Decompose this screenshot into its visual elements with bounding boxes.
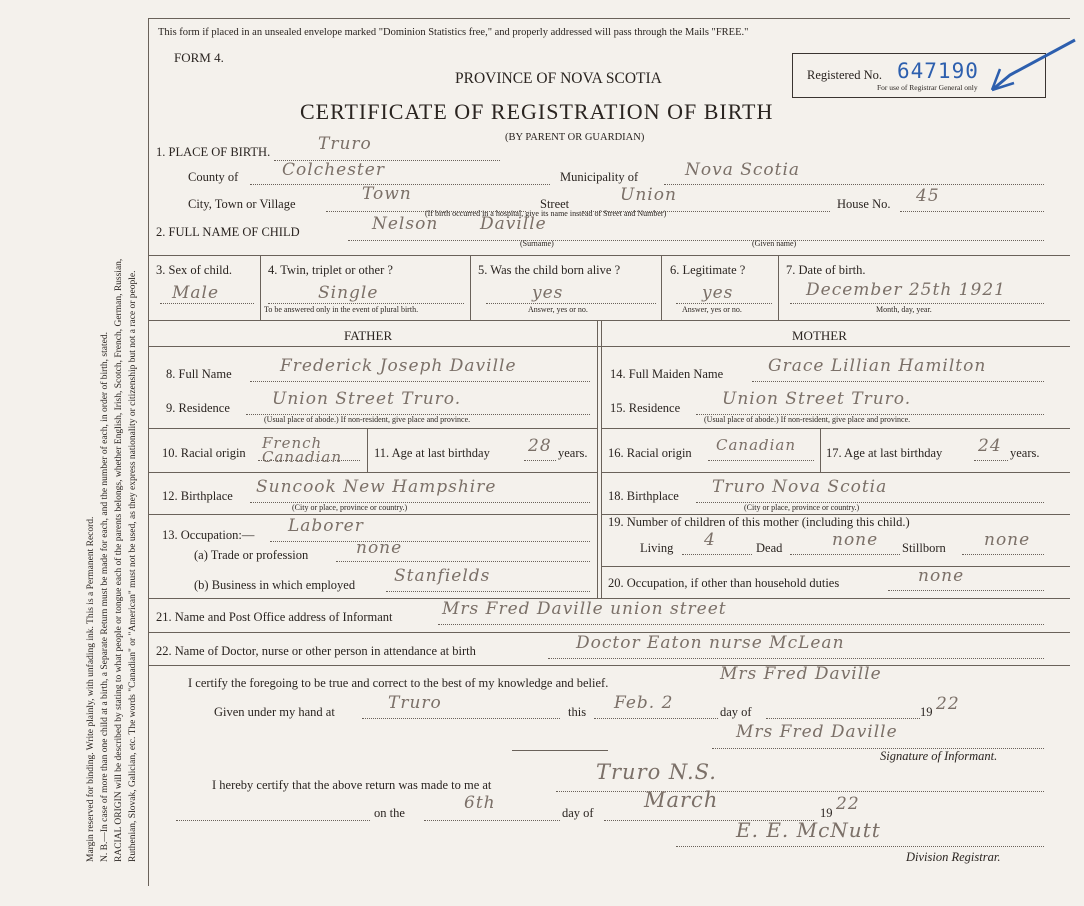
house-number-label: House No.	[837, 197, 891, 211]
certify-top-rule	[148, 665, 1070, 666]
living-label: Living	[640, 541, 674, 555]
father-heading: FATHER	[344, 328, 393, 343]
street-value: Union	[620, 185, 677, 205]
margin-note-binding: Margin reserved for binding. Write plainly, with unfading ink. This is a Permanent Record.	[86, 516, 96, 862]
father-racial-label: 10. Racial origin	[162, 446, 246, 460]
twin-note: To be answered only in the event of plural birth.	[264, 305, 419, 314]
dead-label: Dead	[756, 541, 783, 555]
made-at-line	[556, 791, 1044, 792]
mother-name-line	[752, 381, 1044, 382]
child-given-value: Daville	[480, 214, 547, 234]
father-birthplace-note: (City or place, province or country.)	[292, 503, 408, 512]
row-3-bottom-rule	[148, 320, 1070, 321]
mother-row-rule-1	[601, 428, 1070, 429]
on-year-value: 22	[836, 794, 860, 814]
given-at-line	[362, 718, 560, 719]
sex-label: 3. Sex of child.	[156, 263, 233, 277]
mother-residence-label: 15. Residence	[610, 401, 681, 415]
on-month-value: March	[644, 788, 719, 812]
on-day-of-label: day of	[562, 806, 594, 820]
blue-check-mark	[990, 35, 1080, 95]
frame-left-border	[148, 18, 149, 886]
father-name-label: 8. Full Name	[166, 367, 232, 381]
mother-age-label: 17. Age at last birthday	[826, 446, 943, 460]
sex-line	[160, 303, 254, 304]
informant-signature-caption: Signature of Informant.	[880, 749, 998, 763]
twin-value: Single	[318, 283, 379, 303]
father-residence-label: 9. Residence	[166, 401, 230, 415]
father-years-label: years.	[558, 446, 588, 460]
father-racial-value: French Canadian	[262, 434, 343, 466]
informant-signature: Mrs Fred Daville	[736, 722, 898, 742]
mother-birthplace-label: 18. Birthplace	[608, 489, 679, 503]
father-birthplace-label: 12. Birthplace	[162, 489, 233, 503]
given-under-label: Given under my hand at	[214, 705, 335, 719]
given-day-value: Feb. 2	[614, 693, 674, 713]
business-line	[386, 591, 590, 592]
certificate-title: CERTIFICATE OF REGISTRATION OF BIRTH	[300, 99, 774, 124]
stillborn-label: Stillborn	[902, 541, 946, 555]
father-occupation-label: 13. Occupation:—	[162, 528, 255, 542]
father-row-rule-3	[148, 514, 597, 515]
trade-label: (a) Trade or profession	[194, 548, 309, 562]
given-year-prefix: 19	[920, 705, 933, 719]
father-residence-value: Union Street Truro.	[272, 389, 462, 409]
trade-line	[336, 561, 590, 562]
registered-label: Registered No.	[807, 68, 882, 82]
mother-age-line	[974, 460, 1008, 461]
business-value: Stanfields	[394, 566, 491, 586]
father-age-line	[524, 460, 556, 461]
county-value: Colchester	[282, 160, 385, 180]
born-alive-label: 5. Was the child born alive ?	[478, 263, 621, 277]
born-alive-line	[486, 303, 656, 304]
on-day-value: 6th	[464, 793, 496, 813]
hospital-note: (If birth occurred in a hospital, give its name instead of Street and Number)	[425, 209, 667, 218]
father-age-value: 28	[528, 436, 552, 456]
sex-value: Male	[172, 283, 220, 303]
father-row-rule-2	[148, 472, 597, 473]
doctor-value: Doctor Eaton nurse McLean	[576, 633, 845, 653]
trade-value: none	[356, 538, 403, 558]
mother-birthplace-value: Truro Nova Scotia	[712, 477, 888, 497]
place-of-birth-value: Truro	[318, 134, 372, 154]
children-count-label: 19. Number of children of this mother (including this child.)	[608, 515, 910, 529]
dead-line	[790, 554, 900, 555]
margin-note-nb: N. B.—In case of more than one child at a birth, a Separate Return must be made for each, and the number of each, in order of birth, stated.	[100, 332, 110, 862]
surname-caption: (Surname)	[520, 239, 554, 248]
father-mother-divider	[597, 320, 598, 598]
mother-occupation-line	[888, 590, 1044, 591]
short-rule	[512, 750, 608, 751]
on-day-line	[424, 820, 560, 821]
father-name-value: Frederick Joseph Daville	[280, 356, 517, 376]
row-3-divider-4	[778, 255, 779, 320]
mother-birthplace-note: (City or place, province or country.)	[744, 503, 860, 512]
twin-label: 4. Twin, triplet or other ?	[268, 263, 393, 277]
parents-heading-rule	[148, 346, 1070, 347]
registrar-signature-line	[676, 846, 1044, 847]
city-value: Town	[362, 184, 412, 204]
province-heading: PROVINCE OF NOVA SCOTIA	[455, 70, 662, 87]
child-name-label: 2. FULL NAME OF CHILD	[156, 225, 300, 239]
stillborn-value: none	[984, 530, 1031, 550]
father-residence-note: (Usual place of abode.) If non-resident, give place and province.	[264, 415, 471, 424]
mother-name-label: 14. Full Maiden Name	[610, 367, 724, 381]
mother-racial-label: 16. Racial origin	[608, 446, 692, 460]
mother-age-value: 24	[978, 436, 1002, 456]
father-racial-age-divider	[367, 428, 368, 472]
frame-top-border	[148, 18, 1070, 19]
doctor-label: 22. Name of Doctor, nurse or other person in attendance at birth	[156, 644, 476, 658]
row-3-top-rule	[148, 255, 1070, 256]
certify-statement: I certify the foregoing to be true and correct to the best of my knowledge and belief.	[188, 676, 609, 690]
business-label: (b) Business in which employed	[194, 578, 356, 592]
mother-occupation-label: 20. Occupation, if other than household duties	[608, 576, 840, 590]
city-label: City, Town or Village	[188, 197, 296, 211]
father-age-label: 11. Age at last birthday	[374, 446, 490, 460]
dob-note: Month, day, year.	[876, 305, 932, 314]
made-at-value: Truro N.S.	[596, 760, 717, 784]
given-month-line	[766, 718, 920, 719]
house-number-line	[900, 211, 1044, 212]
dead-value: none	[832, 530, 879, 550]
mother-row-rule-4	[601, 566, 1070, 567]
dob-line	[790, 303, 1044, 304]
mother-racial-age-divider	[820, 428, 821, 472]
given-day-line	[594, 718, 718, 719]
legitimate-note: Answer, yes or no.	[682, 305, 742, 314]
house-number-value: 45	[916, 186, 940, 206]
informant-signature-top: Mrs Fred Daville	[720, 664, 882, 684]
child-name-line	[348, 240, 1044, 241]
on-the-label: on the	[374, 806, 405, 820]
father-mother-divider-2	[601, 320, 602, 598]
this-label: this	[568, 705, 587, 719]
given-year-value: 22	[936, 694, 960, 714]
born-alive-value: yes	[532, 283, 564, 303]
child-surname-value: Nelson	[372, 214, 439, 234]
mother-occupation-value: none	[918, 566, 965, 586]
dob-value: December 25th 1921	[806, 280, 1006, 300]
row-3-divider-2	[470, 255, 471, 320]
given-at-value: Truro	[388, 693, 442, 713]
registrar-signature: E. E. McNutt	[736, 818, 881, 842]
mother-racial-line	[708, 460, 814, 461]
legitimate-line	[676, 303, 772, 304]
legitimate-label: 6. Legitimate ?	[670, 263, 746, 277]
municipality-label: Municipality of	[560, 170, 639, 184]
mother-heading: MOTHER	[792, 328, 847, 343]
mother-residence-value: Union Street Truro.	[722, 389, 912, 409]
mailing-note: This form if placed in an unsealed envelope marked "Dominion Statistics free," and properly addressed will pass through the Mails "FREE."	[158, 27, 749, 38]
mother-row-rule-2	[601, 472, 1070, 473]
place-of-birth-label: 1. PLACE OF BIRTH.	[156, 145, 271, 159]
row-3-divider-3	[661, 255, 662, 320]
living-value: 4	[704, 530, 716, 550]
municipality-value: Nova Scotia	[685, 160, 801, 180]
county-label: County of	[188, 170, 239, 184]
given-name-caption: (Given name)	[752, 239, 797, 248]
stillborn-line	[962, 554, 1044, 555]
born-alive-note: Answer, yes or no.	[528, 305, 588, 314]
dob-label: 7. Date of birth.	[786, 263, 866, 277]
day-of-label: day of	[720, 705, 752, 719]
doctor-line	[548, 658, 1044, 659]
mother-years-label: years.	[1010, 446, 1040, 460]
margin-note-racial-2: Ruthenian, Slovak, Galician, etc. The words "Canadian" or "American" must not be used, as they express nationality or citizenship but not a race or people.	[128, 270, 138, 862]
father-row-rule-1	[148, 428, 597, 429]
twin-line	[268, 303, 464, 304]
row-3-divider-1	[260, 255, 261, 320]
division-registrar-caption: Division Registrar.	[906, 850, 1001, 864]
certificate-subtitle: (BY PARENT OR GUARDIAN)	[505, 132, 645, 143]
on-year-prefix: 19	[820, 806, 833, 820]
legitimate-value: yes	[702, 283, 734, 303]
father-name-line	[250, 381, 590, 382]
lead-dots	[176, 820, 370, 821]
hereby-certify-label: I hereby certify that the above return was made to me at	[212, 778, 492, 792]
informant-line	[438, 624, 1044, 625]
form-number: FORM 4.	[174, 50, 224, 65]
living-line	[682, 554, 752, 555]
margin-note-racial: RACIAL ORIGIN will be described by stating to what people or tongue each of the parents belongs, whether English, Irish, Scotch, French, German, Russian,	[114, 258, 124, 862]
mother-residence-note: (Usual place of abode.) If non-resident, give place and province.	[704, 415, 911, 424]
informant-value: Mrs Fred Daville union street	[442, 599, 727, 619]
municipality-line	[664, 184, 1044, 185]
mother-racial-value: Canadian	[716, 436, 797, 454]
father-birthplace-value: Suncook New Hampshire	[256, 477, 497, 497]
registrar-only-note: For use of Registrar General only	[877, 83, 978, 92]
informant-label: 21. Name and Post Office address of Informant	[156, 610, 393, 624]
mother-name-value: Grace Lillian Hamilton	[768, 356, 987, 376]
father-occupation-line	[270, 541, 590, 542]
registered-number: 647190	[897, 59, 979, 83]
father-occupation-value: Laborer	[288, 516, 364, 536]
street-label: Street	[540, 197, 570, 211]
